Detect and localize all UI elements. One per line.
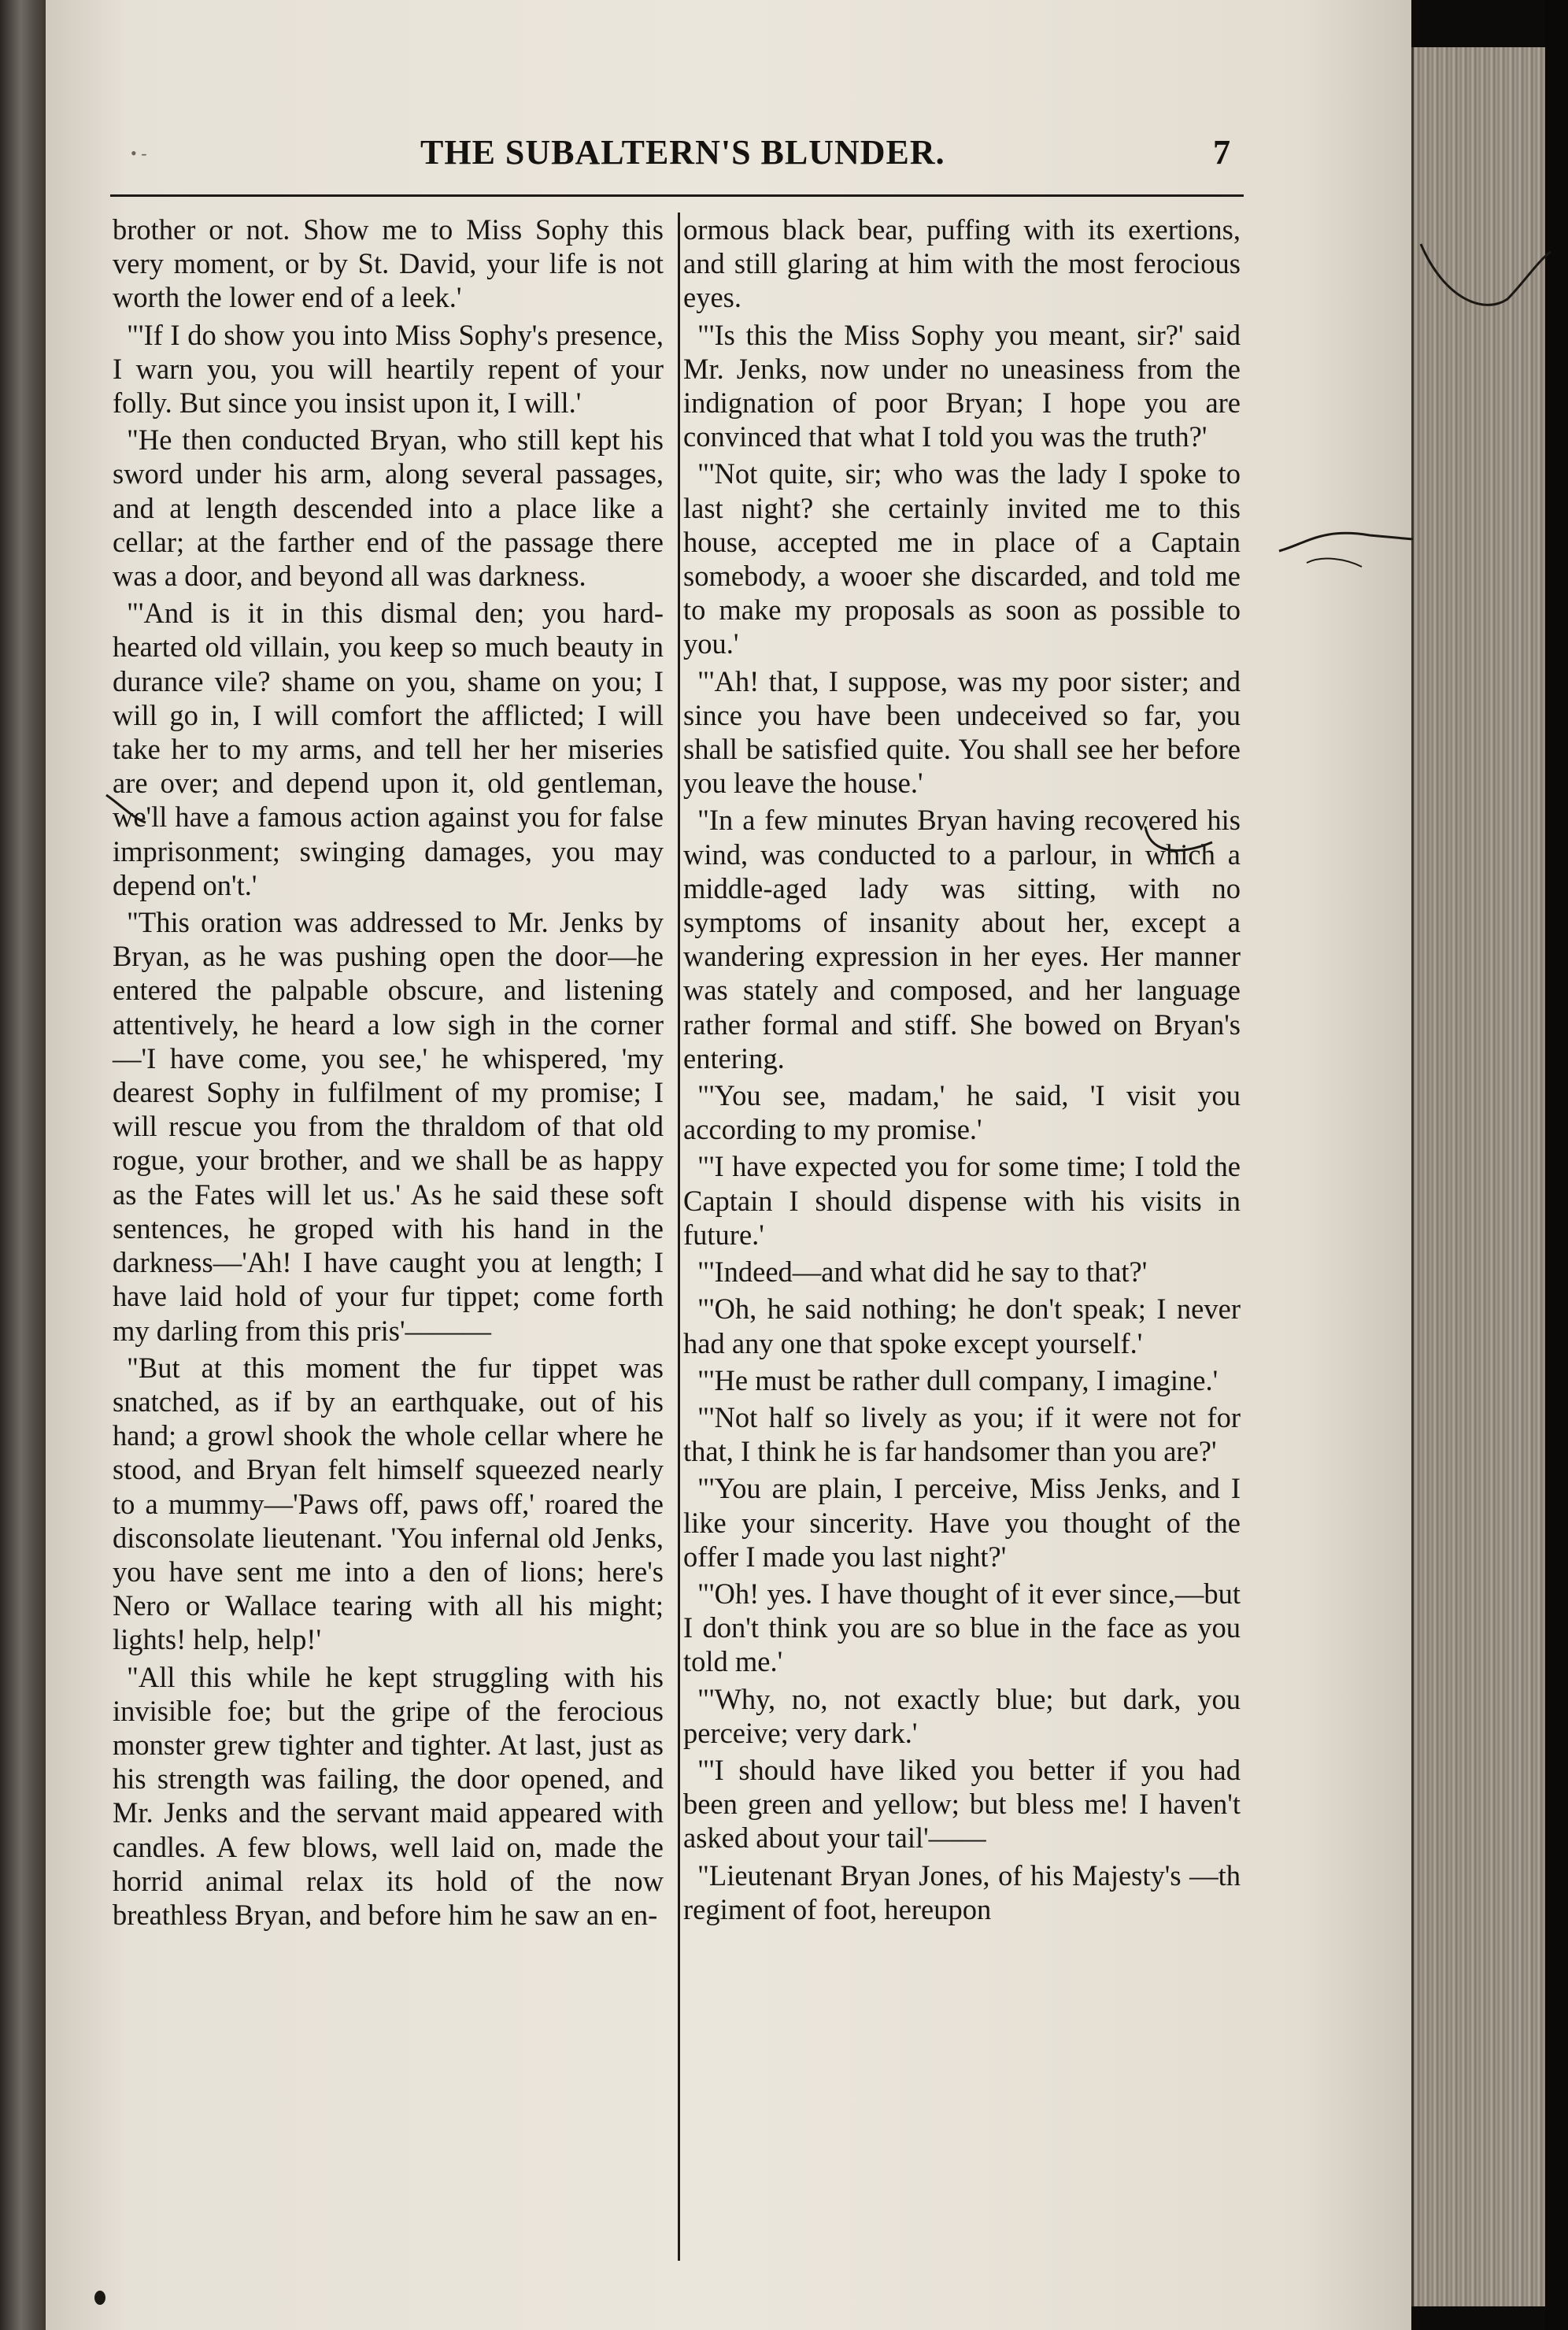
paragraph: "'And is it in this dismal den; you hard-hearted old villain, you keep so much beauty in durance vile? shame on you, shame on you; I will go in, I will comfort the afflicted; I will take her to my arms, and tell her her miseries are over; and depend upon it, old gentleman, we'll have a famous action against you for false imprisonment; swinging damages, you may depend on't.' bbox=[113, 597, 664, 901]
paragraph: "All this while he kept struggling with his invisible foe; but the gripe of the ferocious monster grew tighter and tighter. At last, just as his strength was failing, the door opened, and Mr. Jenks and the servant maid appeared with candles. A few blows, well laid on, made the horrid animal relax its hold of the now breathless Bryan, and before him he saw an en- bbox=[113, 1660, 664, 1931]
paragraph: "'He must be rather dull company, I imagine.' bbox=[697, 1363, 1219, 1396]
running-head bbox=[46, 132, 1411, 187]
paragraph: "'Why, no, not exactly blue; but dark, you perceive; very dark.' bbox=[683, 1682, 1241, 1749]
paragraph: "But at this moment the fur tippet was snatched, as if by an earthquake, out of his hand; a growl shook the whole cellar where he stood, and Bryan felt himself squeezed nearly to a mummy—'Paws off, paws off,' roared the disconsolate lieutenant. 'You infernal old Jenks, you have sent me into a den of lions; here's Nero or Wallace tearing with all his might; lights! help, help!' bbox=[113, 1351, 664, 1656]
paragraph: "'I should have liked you better if you had been green and yellow; but bless me! I haven't asked about your tail'—— bbox=[683, 1753, 1241, 1855]
paragraph: "'Is this the Miss Sophy you meant, sir?' said Mr. Jenks, now under no uneasiness from the indignation of poor Bryan; I hope you are convinced that what I told you was the truth?' bbox=[683, 318, 1241, 453]
paragraph: "'Not half so lively as you; if it were not for that, I think he is far handsomer than you are?' bbox=[683, 1400, 1241, 1468]
margin-pencil-mark bbox=[1413, 228, 1555, 331]
page-edges bbox=[1411, 47, 1548, 2306]
margin-pencil-mark bbox=[102, 787, 150, 834]
page-number: 7 bbox=[1213, 133, 1230, 172]
header-dots: • - bbox=[131, 143, 147, 163]
paragraph: "This oration was addressed to Mr. Jenks by Bryan, as he was pushing open the door—he entered the palpable obscure, and listening attentively, he heard a low sigh in the corner—'I have come, you see,' he whispered, 'my dearest Sophy in fulfilment of my promise; I will rescue you from the thraldom of that old rogue, your brother, and we shall be as happy as the Fates will let us.' As he said these soft sentences, he groped with his hand in the darkness—'Ah! I have caught you at length; I have laid hold of your fur tippet; come forth my darling from this pris'——— bbox=[113, 906, 664, 1347]
right-column bbox=[683, 213, 1241, 1929]
column-rule bbox=[678, 213, 680, 2261]
paragraph: "Lieutenant Bryan Jones, of his Majesty's —th regiment of foot, hereupon bbox=[683, 1858, 1241, 1925]
paragraph: "'Oh, he said nothing; he don't speak; I never had any one that spoke except yourself.' bbox=[683, 1293, 1241, 1359]
header-rule bbox=[110, 194, 1244, 197]
paragraph: "'Ah! that, I suppose, was my poor sister; and since you have been undeceived so far, you shall be satisfied quite. You shall see her before you leave the house.' bbox=[683, 664, 1241, 800]
margin-pencil-mark bbox=[1275, 520, 1417, 590]
paragraph: "'You are plain, I perceive, Miss Jenks, and I like your sincerity. Have you thought of the offer I made you last night?' bbox=[683, 1472, 1241, 1573]
ink-spot bbox=[94, 2291, 105, 2305]
left-column bbox=[113, 213, 664, 1935]
paragraph: "'Indeed—and what did he say to that?' bbox=[697, 1256, 1148, 1289]
paragraph: "'I have expected you for some time; I told the Captain I should dispense with his visits in future.' bbox=[683, 1150, 1241, 1251]
paragraph: "He then conducted Bryan, who still kept his sword under his arm, along several passages, and at length descended into a place like a cellar; at the farther end of the passage there was a door, and beyond all was darkness. bbox=[113, 423, 664, 593]
paragraph: "In a few minutes Bryan having recovered his wind, was conducted to a parlour, in which a middle-aged lady was sitting, with no symptoms of insanity about her, except a wandering expression in her eyes. Her manner was stately and composed, and her language rather formal and stiff. She bowed on Bryan's entering. bbox=[683, 804, 1241, 1074]
paragraph: brother or not. Show me to Miss Sophy this very moment, or by St. David, your life is not worth the lower end of a leek.' bbox=[113, 213, 664, 314]
paragraph: ormous black bear, puffing with its exertions, and still glaring at him with the most ferocious eyes. bbox=[683, 213, 1241, 314]
margin-pencil-mark bbox=[1141, 819, 1236, 866]
book-spine-left bbox=[0, 0, 46, 2330]
paragraph: "'You see, madam,' he said, 'I visit you according to my promise.' bbox=[683, 1079, 1241, 1146]
paragraph: "'Not quite, sir; who was the lady I spoke to last night? she certainly invited me to this house, accepted me in place of a Captain somebody, a wooer she discarded, and told me to make my proposals as soon as possible to you.' bbox=[683, 457, 1241, 660]
page-edge-shadow bbox=[1545, 0, 1568, 2330]
paragraph: "'If I do show you into Miss Sophy's presence, I warn you, you will heartily repent of your folly. But since you insist upon it, I will.' bbox=[113, 318, 664, 420]
paragraph: "'Oh! yes. I have thought of it ever since,—but I don't think you are so blue in the face as you told me.' bbox=[683, 1577, 1241, 1678]
running-title: THE SUBALTERN'S BLUNDER. bbox=[420, 133, 945, 172]
